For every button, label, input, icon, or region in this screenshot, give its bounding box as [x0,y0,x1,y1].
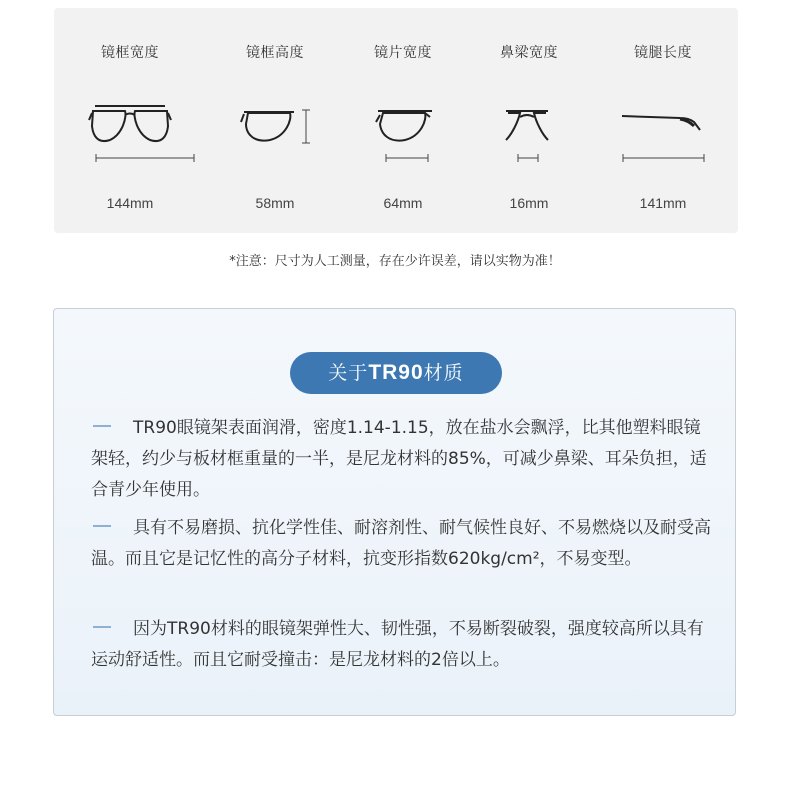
dimension-value: 58mm [255,195,295,211]
material-paragraph [91,413,711,506]
dimension-label: 镜框宽度 [101,45,159,61]
dimension-item-temple-length [598,8,728,233]
frame-width-icon [65,98,195,178]
dash-icon [93,425,111,427]
lens-width-icon [338,98,468,178]
title-suffix: 材质 [423,362,464,384]
dimension-item-frame-width [65,8,195,233]
title-bold: TR90 [368,361,424,384]
dimension-item-lens-width [338,8,468,233]
dimension-item-bridge-width [464,8,594,233]
dimension-label: 镜片宽度 [374,45,432,61]
dimension-value: 16mm [509,195,549,211]
dimension-item-frame-height [210,8,340,233]
dimension-value: 144mm [106,195,154,211]
material-paragraph [91,513,711,575]
title-prefix: 关于 [328,362,369,384]
dimension-label: 镜腿长度 [634,45,692,61]
dimension-value: 141mm [639,195,687,211]
material-info-panel [53,308,736,716]
paragraph-text: TR90眼镜架表面润滑，密度1.14-1.15，放在盐水会飘浮，比其他塑料眼镜架轻，约少与板材框重量的一半，是尼龙材料的85%，可减少鼻梁、耳朵负担，适合青少年使用。 [91,418,707,500]
frame-height-icon [210,98,340,178]
paragraph-text: 具有不易磨损、抗化学性佳、耐溶剂性、耐气候性良好、不易燃烧以及耐受高温。而且它是记忆性的高分子材料，抗变形指数620kg/cm²，不易变型。 [91,518,711,569]
dimension-label: 鼻梁宽度 [500,45,558,61]
dimension-panel [54,8,738,233]
bridge-width-icon [464,98,594,178]
material-title-badge [290,352,502,394]
dimension-value: 64mm [383,195,423,211]
temple-length-icon [598,98,728,178]
paragraph-text: 因为TR90材料的眼镜架弹性大、韧性强，不易断裂破裂，强度较高所以具有运动舒适性。而且它耐受撞击：是尼龙材料的2倍以上。 [91,619,704,670]
dash-icon [93,626,111,628]
dash-icon [93,525,111,527]
measurement-note: *注意：尺寸为人工测量，存在少许误差，请以实物为准！ [229,254,561,269]
material-paragraph [91,614,711,676]
dimension-label: 镜框高度 [246,45,304,61]
